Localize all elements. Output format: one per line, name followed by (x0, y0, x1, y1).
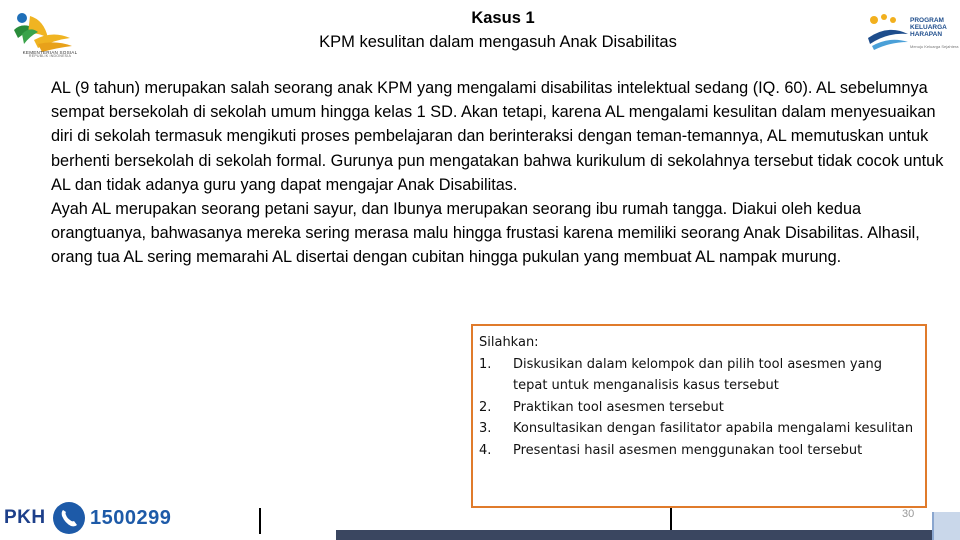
instruction-text: Presentasi hasil asesmen menggunakan tool tersebut (513, 442, 863, 458)
page-title: Kasus 1 (471, 9, 535, 27)
instruction-item (479, 354, 919, 397)
phone-icon (52, 501, 86, 535)
divider-line (259, 508, 261, 534)
logo-right-tagline: Menuju Keluarga Sejahtera (910, 44, 959, 49)
logo-left-subtitle: REPUBLIK INDONESIA (28, 54, 72, 59)
instruction-number: 2. (479, 399, 492, 415)
page-number: 30 (902, 508, 915, 520)
instruction-item (479, 418, 919, 440)
instruction-item (479, 397, 919, 419)
case-paragraph-2: Ayah AL merupakan seorang petani sayur, dan Ibunya merupakan seorang ibu rumah tangga. Diakui oleh kedua orangtuanya, bahwasanya mereka sering merasa malu hingga frustasi karena memiliki seorang Anak Disabilitas. Alhasil, orang tua AL sering memarahi AL disertai dengan cubitan hingga pukulan yang membuat AL nampak murung. (51, 200, 920, 267)
instructions-box (471, 324, 927, 508)
instruction-number: 3. (479, 421, 492, 436)
footer-bar (336, 530, 932, 540)
corner-decoration (932, 512, 960, 540)
logo-right-line1: PROGRAM (910, 17, 944, 24)
instruction-text: Praktikan tool asesmen tersebut (513, 399, 724, 415)
instruction-text: Diskusikan dalam kelompok dan pilih tool asesmen yang tepat untuk menganalisis kasus tersebut (513, 356, 883, 393)
instructions-list (479, 354, 919, 462)
case-description (51, 76, 946, 270)
case-paragraph-1: AL (9 tahun) merupakan salah seorang anak KPM yang mengalami disabilitas intelektual sedang (IQ. 60). AL sebelumnya sempat bersekolah di sekolah umum hingga kelas 1 SD. Akan tetapi, karena AL mengalami kesulitan dalam menyesuaikan diri di sekolah termasuk mengikuti proses pembelajaran dan berinteraksi dengan teman-temannya, AL memutuskan untuk berhenti bersekolah di sekolah formal. Gurunya pun mengatakan bahwa kurikulum di sekolahnya tersebut tidak cocok untuk AL dan tidak adanya guru yang dapat mengajar Anak Disabilitas. (51, 79, 944, 194)
logo-left-title: KEMENTERIAN SOSIAL (22, 50, 78, 55)
page-subtitle: KPM kesulitan dalam mengasuh Anak Disabilitas (319, 33, 677, 51)
logo-right-line2: KELUARGA (910, 23, 947, 31)
pkh-label: PKH (4, 507, 46, 528)
instructions-lead: Silahkan: (479, 335, 539, 350)
instruction-item (479, 440, 919, 462)
instruction-number: 4. (479, 442, 492, 458)
instruction-number: 1. (479, 356, 492, 372)
logo-right-line3: HARAPAN (910, 30, 943, 38)
hotline-number: 1500299 (90, 507, 172, 529)
instruction-text: Konsultasikan dengan fasilitator apabila mengalami kesulitan (513, 421, 914, 436)
